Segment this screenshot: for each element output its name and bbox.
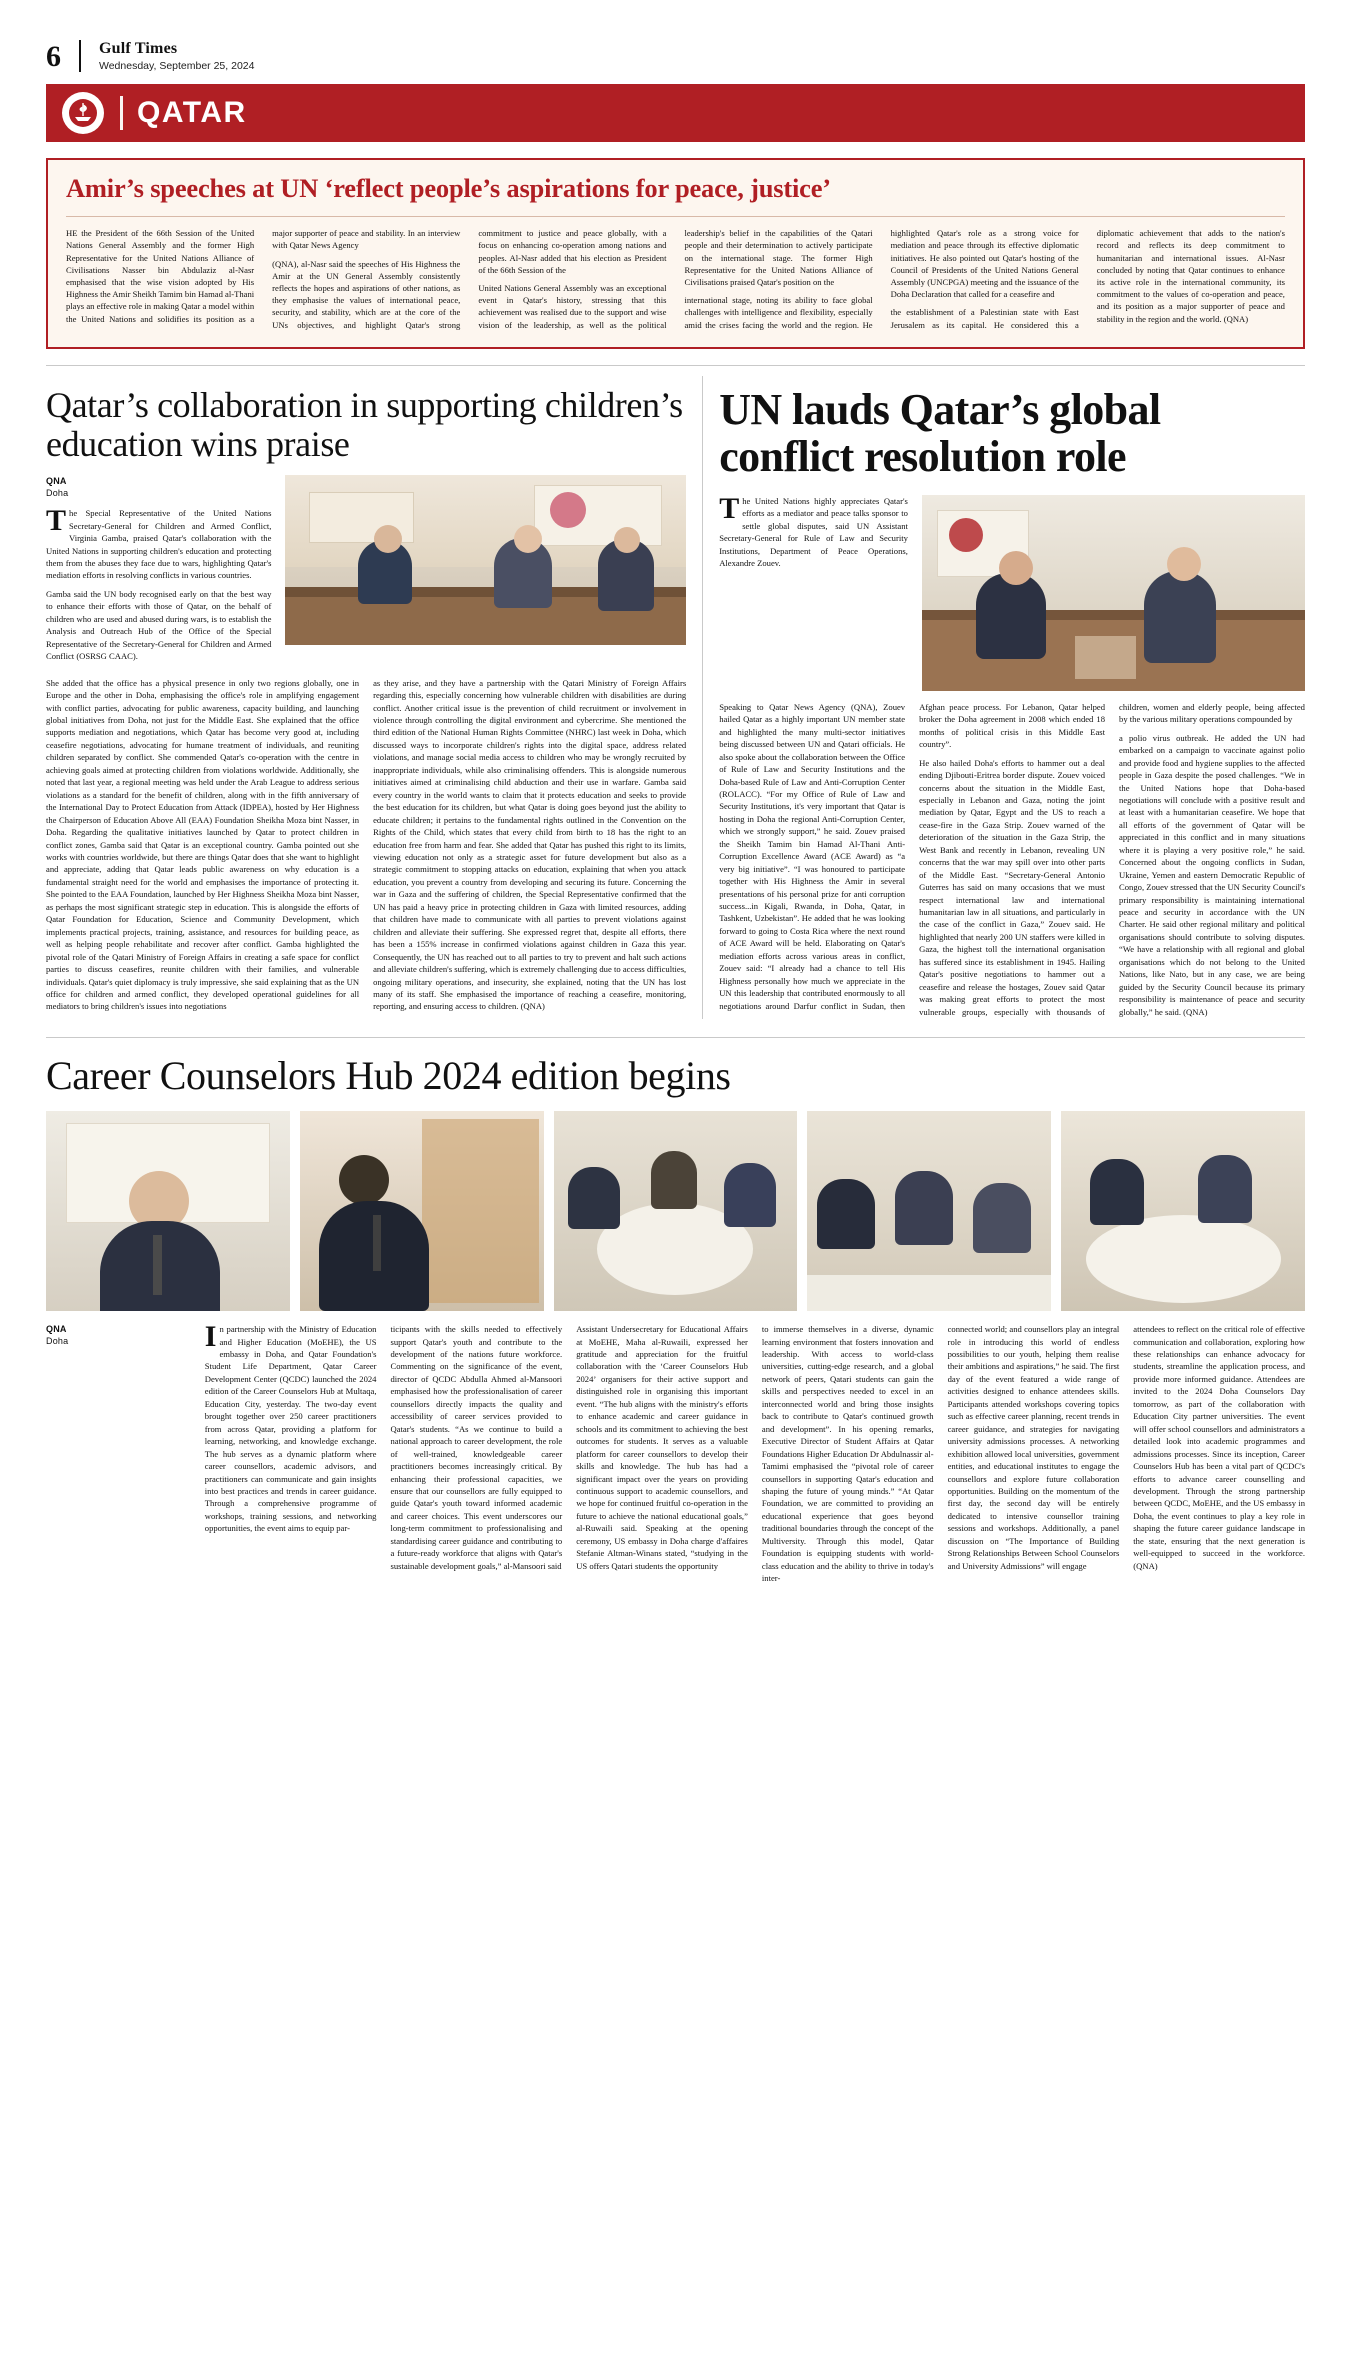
- lead-headline: Amir’s speeches at UN ‘reflect people’s aspirations for peace, justice’: [66, 173, 831, 204]
- story-bottom-col-5-wrap: [948, 1323, 1120, 1591]
- story-left-col-2: as they arise, and they have a partnership with the Qatari Ministry of Foreign Affairs regarding this, especially concerning how vulnerable children with disabilities are during conflict. Another critical issue is the prevention of child recruitment or involvement in violence through controlling the digital environment and cybercrime. She mentioned the third edition of the National Human Rights Committee (NHRC) last week in Doha, which discussed ways to incorporate children's rights into the digital space, address related violations, and manage social media access to children who may be wrongly recruited by inappropriate individuals, while also criminalising offenders. This is alongside numerous initiatives aimed at criminalising child abduction and their use in warfare. Gamba said every country in the world wants to claim that it protects education and seeks to provide the best education for its children, but what Qatar is doing goes beyond just the ability to educate children; it pertains to the fundamental rights outlined in the Convention on the Rights of the Child, which states that every child from birth to 18 has the right to an education free from harm and fear. She added that Qatar has pushed this right to its limits, viewing education not only as a strategic asset for future development but also as a strategic commitment to stopping attacks on education, explaining that when you attack education, you prevent a country from developing and securing its future. Concerning the war in Gaza and the suffering of children, the Special Representative confirmed that the UN has paid a heavy price in protecting children in Gaza with limited resources, adding that children have made to communicate with all parties to prevent violations against children and alleviate their suffering. She expressed regret that, despite all efforts, there has been a 155% increase in confirmed violations against children in Gaza this year. Consequently, the UN has reached out to all parties to try to prevent and halt such actions and alleviate children's suffering, which is extremely challenging due to access difficulties, ongoing military operations, and insecurity, she explained, noting that the UN has lost many of its staff. She emphasised the importance of reaching a ceasefire, monitoring, reporting, and ensuring access to children. (QNA): [373, 677, 687, 1012]
- photo-bottom-3: [554, 1111, 798, 1311]
- story-bottom-col-6: attendees to reflect on the critical role of effective communication and collaboration, exploring how these relationships can enhance advocacy for students, streamline the application process, and provide more informed guidance. Attendees are invited to the 2024 Doha Counselors Day tomorrow, as part of the collaboration with Education City partner universities. The event will offer school counsellors and administrators a detailed look into academic programmes and admissions processes. Since its inception, Career Counselors Hub has been a vital part of QCDC's efforts to advance career counselling and development. Through the strong partnership between QCDC, MoEHE, and the US embassy in Doha, the event continues to play a key role in shaping the future career guidance landscape in the state, ensuring that the next generation is well-equipped to succeed in the workforce. (QNA): [1133, 1324, 1305, 1571]
- lead-body: [66, 227, 1285, 331]
- story-bottom-col-6-wrap: [1133, 1323, 1305, 1591]
- story-left-col-1: She added that the office has a physical presence in only two regions globally, one in Europe and the other in Doha, emphasising the office's role in amplifying engagement with conflict parties, advocating for public awareness, capacity building, and launching global initiatives from Doha, not just for the Middle East. She explained that the office supports mediation and negotiations, which Qatar has become very good at, including ceasefire negotiations, advocating for humane treatment of individuals, and reuniting children separated by conflict. She commended Qatar's co-operation with the centre in achieving goals aimed at protecting children from violations worldwide. Additionally, she noted that last year, a regional meeting was held under the Arab League to address serious violations as a standard for the benefit of children, along with in the fifth anniversary of the International Day to Protect Education from Attack (IDPEA), hosted by Her Highness the Chairperson of Education Above All (EAA) Foundation Sheikha Moza bint Nasser, in Doha. Regarding the qualitative initiatives launched by Qatar to protect children in conflict zones, Gamba said that Qatar is an exceptional country. Gamba pointed out she works with countries worldwide, but there are things Qatar does that she want to highlight and appreciate, adding that Qatar leads public awareness on why education is a fundamental straight need for the world and emphasises the importance of protecting it. She pointed to the EAA Foundation, launched by Her Highness Sheikha Moza bint Nasser, as perhaps the most significant strategic step in education. This is alongside the efforts of Qatar Foundation for Education, Science and Community Development, which implements practical projects, training, assistance, and resources for building peace, as well as helping people rehabilitate and recover after conflict. Gamba highlighted the pivotal role of the Qatari Ministry of Foreign Affairs in creating a safe space for conflict parties to discuss ceasefires, reunite children with their families, and vulnerable individuals. Qatar's quiet diplomacy is truly impressive, she said explaining that as the UN office for children and armed conflict, they developed operational guidelines for all mediators to bring children's issues into negotiations: [46, 677, 360, 1012]
- page-number: 6: [46, 40, 61, 74]
- byline-location-bottom: Doha: [46, 1336, 69, 1347]
- story-bottom-body: [46, 1320, 1305, 1591]
- story-bottom-col-2-wrap: [390, 1323, 562, 1591]
- story-bottom-col-3-wrap: [576, 1323, 748, 1591]
- gulf-times-logo-icon: [62, 92, 104, 134]
- story-right-col-2: He also hailed Doha's efforts to hammer out a deal ending Djibouti-Eritrea border dispute. Zouev voiced concerns about the situation in the Middle East, especially in Lebanon and Gaza, noting the joint mediation by Qatar, Egypt and the US to reach a cease-fire in the Gaza Strip. Zouev warned of the deterioration of the situation in the Gaza Strip, the West Bank and recently in Lebanon, revealing UN concerns that the war may spill over into other parts of the Middle East. “Secretary-General Antonio Guterres has said on many occasions that we must respect international law and international humanitarian law in all situations, and particularly in the case of the conflict in Gaza,” Zouev said. He highlighted that nearly 200 UN staffers were killed in Gaza, the highest toll the international organisation has suffered since its establishment in 1945. Hailing Qatar's positive negotiations to hammer out a ceasefire and release the hostages, Zouev said Qatar was making great efforts to protect the most vulnerable groups, especially with thousands of children, women and elderly people, being affected by the various military operations compounded by: [919, 701, 1305, 1017]
- story-bottom-byline-col: [46, 1323, 191, 1591]
- photo-bottom-5: [1061, 1111, 1305, 1311]
- story-left-byline: [46, 475, 271, 499]
- page-masthead: [46, 0, 1305, 78]
- story-bottom-headline: Career Counselors Hub 2024 edition begins: [46, 1052, 731, 1098]
- middle-section: [46, 376, 1305, 1019]
- paper-name: Gulf Times: [99, 40, 178, 57]
- story-right-headline: UN lauds Qatar’s global conflict resolution role: [719, 384, 1161, 482]
- byline-agency-bottom: QNA: [46, 1324, 67, 1335]
- story-bottom-col-1: In partnership with the Ministry of Education and Higher Education (MoEHE), the US embassy in Doha, and Qatar Foundation's Student Life Department, Qatar Career Development Center (QCDC) launched the 2024 edition of the Career Counselors Hub at Multaqa, Education City, yesterday. The two-day event brought together over 250 career practitioners from across Qatar, providing a platform for learning, networking, and knowledge exchange. The hub serves as a dynamic platform where career counsellors, academic advisors, and practitioners can communicate and gain insights into best practices and trends in career guidance. Through a comprehensive programme of workshops, training sessions, and networking opportunities, the event aims to equip par-: [204, 1320, 377, 1534]
- photo-bottom-2: [300, 1111, 544, 1311]
- story-left: [46, 376, 703, 1019]
- story-bottom-col-4-wrap: [762, 1323, 934, 1591]
- rule-below-lead: [46, 365, 1305, 366]
- story-left-headline: Qatar’s collaboration in supporting children’s education wins praise: [46, 384, 683, 465]
- story-right: [703, 376, 1305, 1019]
- section-separator: [120, 96, 123, 130]
- story-bottom-col-1-wrap: [204, 1320, 377, 1591]
- story-right-lead: The United Nations highly appreciates Qatar's efforts as a mediator and peace talks sponsor to settle global disputes, said UN Assistant Secretary-General for Rule of Law and Security Institutions, Department of Peace Operations, Alexandre Zouev.: [719, 491, 908, 569]
- lead-col-1: HE the President of the 66th Session of the United Nations General Assembly and the former High Representative for the United Nations Alliance of Civilisations Nasser bin Abdulaziz al-Nasr emphasised that the wise vision adopted by His Highness the Amir Sheikh Tamim bin Hamad al-Thani plays an effective role in making Qatar a model within the United Nations and solidifies its position as a major supporter of peace and stability. In an interview with Qatar News Agency: [66, 228, 461, 324]
- lead-story-box: [46, 158, 1305, 348]
- photo-strip: [46, 1111, 1305, 1311]
- story-left-intro-1: Gamba said the UN body recognised early on that the best way to enhance their efforts with those of Qatar, on the behalf of children who are used and abused during wars, is to establish the Analysis and Outreach Hub of the Office of the Special Representative of the Secretary-General for Children and Armed Conflict (OSRSG CAAC).: [46, 588, 272, 662]
- byline-agency: QNA: [46, 475, 67, 486]
- photo-bottom-4: [807, 1111, 1051, 1311]
- lead-divider: [66, 216, 1285, 217]
- photo-left-story: [285, 475, 686, 645]
- section-title: QATAR: [137, 96, 247, 130]
- story-right-body: [719, 701, 1305, 1018]
- byline-location: Doha: [46, 488, 69, 499]
- section-banner: [46, 84, 1305, 142]
- lead-col-3: United Nations General Assembly was an exceptional event in Qatar's history, stressing that this achievement was realised due to the support and wise vision of the leadership, as well as the political leadership's belief in the capabilities of the Qatari people and their determination to actively participate on the international stage. The former High Representative for the United Nations Alliance of Civilisations praised Qatar's position on the: [478, 228, 873, 330]
- lead-col-4: international stage, noting its ability to face global challenges with intelligence and flexibility, especially amid the crises facing the world and the region. He highlighted Qatar's role as a strong voice for mediation and peace through its effective diplomatic initiatives. He also pointed out Qatar's hosting of the Council of Presidents of the United Nations General Assembly (UNCPGA) meeting and the issuance of the Doha Declaration that called for a ceasefire and: [684, 228, 1079, 330]
- story-left-body: [46, 677, 686, 1019]
- story-right-col-3: a polio virus outbreak. He added the UN had embarked on a campaign to vaccinate against polio and provide food and hygiene supplies to the affected people in Gaza despite the posed challenges. “We in the United Nations hope that Doha-based negotiations will conclude with a positive result and at least with a humanitarian ceasefire. We hope that all efforts of the government of Qatar will be appreciated in this conflict and in many situations where it is playing a very positive role,” he said. Concerned about the ongoing conflicts in Sudan, Ukraine, Yemen and eastern Democratic Republic of Congo, Zouev stressed that the UN Security Council's primary responsibility is maintaining international peace and security in accordance with the UN Charter. He said other regional military and political organisations should contribute to solving disputes. “We have a relationship with all regional and global organisations which do not belong to the United Nations, like Nato, but in any case, we are being guided by the Security Council because its primary responsibility is maintenance of peace and security globally,” he said. (QNA): [1119, 732, 1305, 1017]
- photo-right-story: [922, 495, 1305, 691]
- story-bottom-byline: [46, 1323, 191, 1347]
- photo-bottom-1: [46, 1111, 290, 1311]
- story-bottom-col-2: ticipants with the skills needed to effectively support Qatar's youth and contribute to the development of the nations future workforce. Commenting on the significance of the event, director of QCDC Abdulla Ahmed al-Mansoori emphasised how the professionalisation of career counsellors directly impacts the quality and accessibility of career services provided to Qatar's students. “As we continue to build a national approach to career development, the role of well-trained, knowledgeable career practitioners becomes increasingly critical. By enhancing their professional capacities, we ensure that our counsellors are fully equipped to guide Qatar's youth toward informed academic and career choices. This event underscores our long-term commitment to professionalising and standardising career guidance and contributing to a future-ready workforce that aligns with Qatar's sustainable development goals,” al-Mansoori said: [390, 1324, 563, 1571]
- masthead-divider: [79, 40, 81, 72]
- story-right-col-1: Speaking to Qatar News Agency (QNA), Zouev hailed Qatar as a highly important UN member state and highlighted the many multi-sector initiatives being discussed between UN and Qatari officials. He also spoke about the collaboration between the Office of Rule of Law and Security Institutions and the Doha-based Rule of Law and Anti-Corruption Center (ROLACC). “For my Office of Rule of Law and Security Institutions, it's very important that Qatar is hosting in Doha the regional Anti-Corruption Center, which we strongly support,” he said. Zouev praised the Sheikh Tamim bin Hamad Al-Thani Anti-Corruption Excellence Award (ACE Award) as “a very big initiative”. “I was honoured to participate together with His Highness the Amir in several presentations of his personal prize for anti corruption success...in Kigali, Rwanda, in Doha, Qatar, in Tashkent, Uzbekistan”. He added that he was looking forward to going to Costa Rica where the next round of ACE Award will be held. Elaborating on Qatar's mediation efforts across various areas in conflict, Zouev said: “I already had a chance to tell His Highness personally how much we appreciate in the UN this leadership that contributed enormously to all negotiations around Darfur conflict in Sudan, then Afghan peace process. For Lebanon, Qatar helped broker the Doha agreement in 2008 which ended 18 months of political crisis in this Middle East country”.: [719, 701, 1106, 1011]
- story-bottom-col-3: Assistant Undersecretary for Educational Affairs at MoEHE, Maha al-Ruwaili, expressed her gratitude and appreciation for the fruitful collaboration with the ‘Career Counselors Hub 2024’ organisers for their active support and distinguished role in organising this important event. “The hub aligns with the ministry's efforts to enhance academic and career guidance in schools and its commitment to achieving the best outcomes for students. It serves as a valuable platform for career counsellors to develop their skills and knowledge. The hub has had a significant impact over the years on providing continuous support to academic counsellors, and we hope for continued fruitful co-operation in the future to achieve the national educational goals,” al-Ruwaili said. Speaking at the opening ceremony, US embassy in Doha charge d'affaires Stefanie Altman-Winans stated, “studying in the US offers Qatari students the opportunity: [576, 1324, 748, 1571]
- lead-col-5: the establishment of a Palestinian state with East Jerusalem as its capital. He considered this a diplomatic achievement that adds to the nation's record and reflects its deep commitment to humanitarian and international issues. Al-Nasr concluded by noting that Qatar continues to enhance its active role in the international community, its commitment to the values of co-operation and peace, and its position as a major supporter of peace and stability in the region and the world. (QNA): [890, 228, 1285, 330]
- story-bottom-col-4: to immerse themselves in a diverse, dynamic learning environment that fosters innovation and leadership. With access to world-class universities, cutting-edge research, and a global network of peers, Qatari students can gain the skills and perspectives needed to excel in an interconnected world and bring those insights back to contribute to Qatar's continued growth and development”. In his opening remarks, Executive Director of Student Affairs at Qatar Foundations Higher Education Dr Abdulnassir al-Tamimi emphasised the “pivotal role of career counsellors in supporting Qatar's education and shaping the future of young minds.” “At Qatar Foundation, we are committed to providing an educational experience that goes beyond traditional boundaries through the concept of the Multiversity. Through this model, Qatar Foundation is equipping students with world-class education and the ability to thrive in today's inter-: [761, 1324, 934, 1584]
- story-bottom: [46, 1037, 1305, 1591]
- publication-date: Wednesday, September 25, 2024: [99, 60, 255, 73]
- lead-col-2: (QNA), al-Nasr said the speeches of His Highness the Amir at the UN General Assembly consistently reflects the hopes and aspirations of other nations, as they emphasise the values of international peace, security, and stability, which are at the core of the UNs objectives, and highlight Qatar's strong commitment to justice and peace globally, with a focus on enhancing co-operation among nations and peoples. Al-Nasr added that his election as President of the 66th Session of the: [272, 228, 667, 330]
- story-left-lead: The Special Representative of the United Nations Secretary-General for Children and Armed Conflict, Virginia Gamba, praised Qatar's collaboration with the United Nations in supporting children's education and protecting them from the abuses they face due to wars, highlighting Qatar's mediation efforts in resolving conflicts in various countries.: [46, 504, 272, 581]
- story-bottom-col-5: connected world; and counsellors play an integral role in introducing this world of endless possibilities to our youth, helping them realise their ambitions and aspirations,” he said. The first day of the event featured a wide range of activities designed to enhance attendees skills. Participants attended workshops covering topics such as effective career planning, recent trends in career guidance, and strategies for navigating university admissions processes. A networking exhibition allowed local universities, government entities, and educational institutes to engage the counsellors and explore future collaboration opportunities. Building on the momentum of the first day, the second day will be entirely dedicated to intensive counsellor training sessions and workshops. Additionally, a panel discussion on “The Importance of Building Strong Relationships Between School Counselors and University Admissions” will engage: [947, 1324, 1120, 1571]
